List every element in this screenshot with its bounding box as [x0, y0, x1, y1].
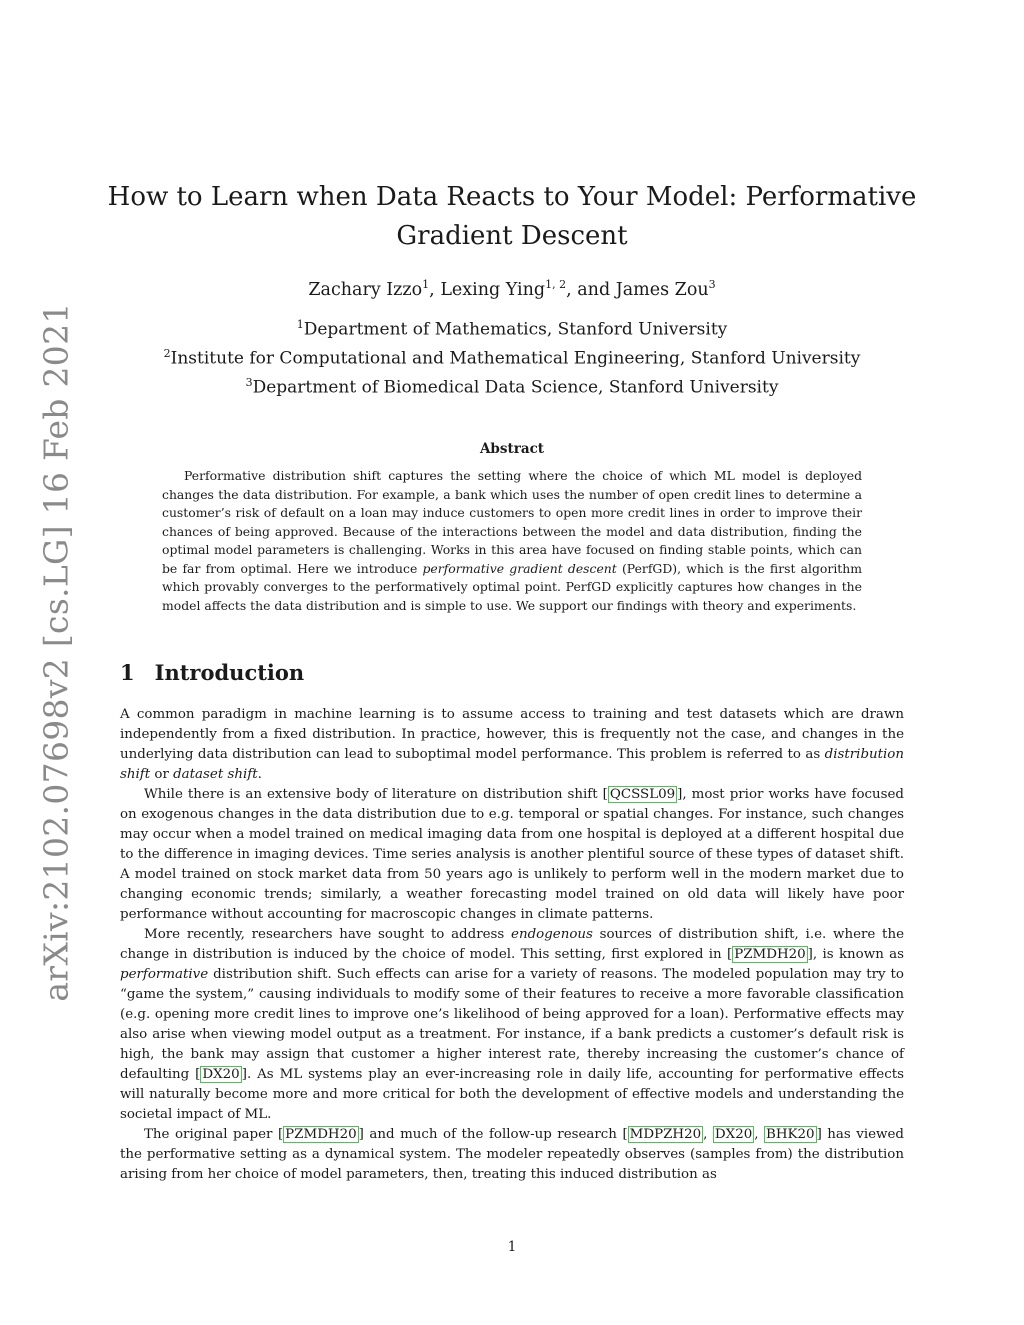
citation-link[interactable]: PZMDH20: [734, 947, 806, 962]
paragraph-text: .: [257, 767, 262, 782]
citation-separator: ,: [754, 1127, 764, 1142]
author-affil-sup: 1, 2: [545, 278, 567, 291]
paragraph-1: [120, 705, 904, 785]
affiliation-line: [100, 371, 924, 400]
affiliation-line: [100, 342, 924, 371]
affiliation-text: Department of Mathematics, Stanford University: [303, 319, 728, 340]
paragraph-4: The original paper [ PZMDH20 ] and much of the follow-up research [ MDPZH20 , DX20 , BHK20 ] has viewed the performative setting as a dynamical system. The modeler repeatedly observes (samples from) the distribution arising from her choice of model parameters, then, treating this induced distribution as: [120, 1127, 905, 1182]
abstract-body: [162, 467, 862, 615]
author-separator: ,: [429, 279, 441, 300]
affiliation-text: Department of Biomedical Data Science, Stanford University: [252, 377, 779, 398]
paragraph-emphasis: dataset shift: [173, 767, 258, 782]
paragraph-text: or: [150, 767, 174, 782]
citation-link[interactable]: DX20: [714, 1127, 753, 1142]
citation-link[interactable]: QCSSL09: [609, 787, 676, 802]
paragraph-text: and much of the follow-up research: [363, 1127, 623, 1142]
section-body: [120, 705, 904, 1185]
author-separator: , and: [566, 279, 616, 300]
abstract-emphasis: performative gradient descent: [422, 560, 617, 576]
paragraph-text: The original paper: [144, 1127, 278, 1142]
paragraph-text: . As ML systems play an ever-increasing role in daily life, accounting for performative effects will naturally become more and more critical for both the development of effective models and understanding the societal impact of ML.: [120, 1067, 904, 1122]
author-name: James Zou: [615, 279, 709, 300]
paper-title: [100, 178, 924, 256]
author-affil-sup: 1: [422, 278, 430, 291]
paragraph-2: While there is an extensive body of literature on distribution shift [ QCSSL09 ], most prior works have focused on exogenous changes in the data distribution due to e.g. temporal or spatial changes. For instance, such changes may occur when a model trained on medical imaging data from one hospital is deployed at a different hospital due to the difference in imaging devices. Time series analysis is another plentiful source of these types of dataset shift. A model trained on stock market data from 50 years ago is unlikely to perform well in the modern market due to changing economic trends; similarly, a weather forecasting model trained on old data will likely have poor performance without accounting for macroscopic changes in climate patterns.: [120, 787, 904, 922]
page-number: 1: [507, 1239, 517, 1255]
paragraph-emphasis: performative: [120, 967, 209, 982]
title-line-1: How to Learn when Data Reacts to Your Model: Performative: [107, 182, 917, 212]
affiliation-sup: 3: [245, 376, 253, 390]
affiliation-list: [100, 313, 924, 400]
citation-link[interactable]: PZMDH20: [285, 1127, 357, 1142]
author-name: Zachary Izzo: [308, 279, 423, 300]
paragraph-emphasis: distribution shift: [120, 747, 904, 782]
paragraph-text: has viewed the performative setting as a dynamical system. The modeler repeatedly observes (samples from) the distribution arising from her choice of model parameters, then, treating this induced distribution as: [120, 1127, 905, 1182]
affiliation-line: [100, 313, 924, 342]
citation-separator: ,: [703, 1127, 713, 1142]
affiliation-sup: 2: [163, 347, 171, 361]
paragraph-text: , most prior works have focused on exogenous changes in the data distribution due to e.g. temporal or spatial changes. For instance, such changes may occur when a model trained on medical imaging data from one hospital is deployed at a different hospital due to the difference in imaging devices. Time series analysis is another plentiful source of these types of dataset shift. A model trained on stock market data from 50 years ago is unlikely to perform well in the modern market due to changing economic trends; similarly, a weather forecasting model trained on old data will likely have poor performance without accounting for macroscopic changes in climate patterns.: [120, 787, 904, 922]
abstract-heading: Abstract: [479, 441, 545, 457]
author-list: [100, 272, 924, 303]
section-number: 1: [120, 660, 135, 685]
affiliation-sup: 1: [296, 318, 304, 331]
paragraph-3: More recently, researchers have sought to address endogenous sources of distribution shift, i.e. where the change in distribution is induced by the choice of model. This setting, first explored in [ PZMDH20 ], is known as performative distribution shift. Such effects can arise for a variety of reasons. The modeled population may try to “game the system,” causing individuals to modify some of their features to receive a more favorable classification (e.g. opening more credit lines to improve one’s likelihood of being approved for a loan). Performative effects may also arise when viewing model output as a treatment. For instance, if a bank predicts a customer’s default risk is high, the bank may assign that customer a higher interest rate, thereby increasing the customer’s chance of defaulting [ DX20 ]. As ML systems play an ever-increasing role in daily life, accounting for performative effects will naturally become more and more critical for both the development of effective models and understanding the societal impact of ML.: [120, 927, 904, 1122]
affiliation-text: Institute for Computational and Mathematical Engineering, Stanford University: [170, 348, 861, 369]
paragraph-text: More recently, researchers have sought to address: [144, 927, 512, 942]
section-heading: [120, 660, 304, 685]
author-affil-sup: 3: [708, 278, 716, 291]
citation-link[interactable]: BHK20: [766, 1127, 815, 1142]
paragraph-text: distribution shift. Such effects can arise for a variety of reasons. The modeled population may try to “game the system,” causing individuals to modify some of their features to receive a more favorable classification (e.g. opening more credit lines to improve one’s likelihood of being approved for a loan). Performative effects may also arise when viewing model output as a treatment. For instance, if a bank predicts a customer’s default risk is high, the bank may assign that customer a higher interest rate, thereby increasing the customer’s chance of defaulting: [120, 967, 904, 1082]
paragraph-text: While there is an extensive body of literature on distribution shift: [144, 787, 603, 802]
paragraph-text: A common paradigm in machine learning is to assume access to training and test datasets which are drawn independently from a fixed distribution. In practice, however, this is frequently not the case, and changes in the underlying data distribution can lead to suboptimal model performance. This problem is referred to as: [120, 707, 904, 762]
abstract-text: Performative distribution shift captures the setting where the choice of which ML model is deployed changes the data distribution. For example, a bank which uses the number of open credit lines to determine a customer’s risk of default on a loan may induce customers to open more credit lines in order to improve their chances of being approved. Because of the interactions between the model and data distribution, finding the optimal model parameters is challenging. Works in this area have focused on finding stable points, which can be far from optimal. Here we introduce: [162, 468, 862, 576]
arxiv-identifier-stamp: arXiv:2102.07698v2 [cs.LG] 16 Feb 2021: [36, 302, 76, 1002]
abstract-text: (PerfGD), which is the first algorithm which provably converges to the performatively optimal point. PerfGD explicitly captures how changes in the model affects the data distribution and is simple to use. We support our findings with theory and experiments.: [162, 560, 862, 613]
author-name: Lexing Ying: [440, 279, 546, 300]
citation-link[interactable]: DX20: [202, 1067, 240, 1082]
section-title: Introduction: [154, 660, 305, 685]
paragraph-text: , is known as: [812, 947, 904, 962]
paragraph-text: sources of distribution shift, i.e. where the change in distribution is induced by the choice of model. This setting, first explored in: [120, 927, 904, 962]
title-line-2: Gradient Descent: [396, 221, 628, 251]
citation-link[interactable]: MDPZH20: [629, 1127, 702, 1142]
paragraph-emphasis: endogenous: [511, 927, 593, 942]
